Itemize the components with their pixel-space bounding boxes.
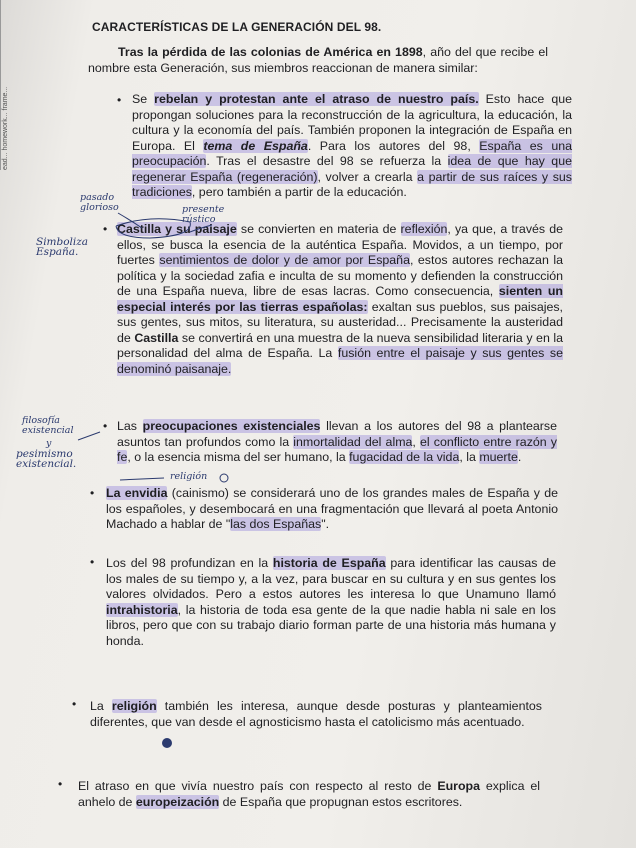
pen-smiley-1: [220, 474, 228, 482]
item-1-highlight: tema de España: [203, 138, 308, 153]
item-3-highlight: muerte: [479, 450, 518, 464]
item-2-text: , ya que, a través de ellos, se busca la esencia de la auténtica España. Movidos, a un tiempo, por fuertes: [117, 222, 563, 267]
binding-margin: ead... homework... frame...: [0, 0, 15, 170]
page-title: CARACTERÍSTICAS DE LA GENERACIÓN DEL 98.: [92, 20, 382, 34]
item-2-highlight: sienten un especial interés por las tierras españolas:: [117, 284, 563, 314]
item-5-highlight: historia de España: [272, 556, 386, 570]
item-2-text: exaltan sus pueblos, sus paisajes, sus gentes, sus mitos, su literatura, su austeridad... Precisamente la austeridad de: [117, 299, 563, 345]
item-3-highlight: inmortalidad del alma: [293, 434, 413, 449]
item-1-highlight: idea de que hay que regenerar España (regeneración): [132, 154, 572, 184]
bullet-6: •: [72, 697, 77, 711]
bullet-5: •: [90, 555, 95, 569]
note-pesimismo-existencial: pesimismo existencial.: [16, 448, 77, 470]
item-1-text: Se: [132, 92, 155, 106]
intro-bold: Tras la pérdida de las colonias de América en 1898: [118, 45, 423, 59]
pen-circle-castilla: [116, 219, 190, 238]
item-5-text: , la historia de toda esa gente de la que nadie habla ni sale en los libros, pero que con su trabajo diario forman parte de una historia más humana y honda.: [106, 602, 556, 648]
item-4-text: ".: [321, 517, 330, 531]
item-1-highlight: a partir de sus raíces y sus tradiciones: [132, 169, 572, 199]
item-5-highlight: intrahistoria: [106, 602, 178, 617]
pen-smiley-2: [162, 738, 172, 748]
item-3-highlight: preocupaciones existenciales: [142, 419, 321, 433]
item-2-highlight: Castilla y su paisaje: [117, 222, 237, 236]
bullet-4: •: [90, 486, 95, 500]
item-2-highlight: reflexión: [400, 222, 448, 236]
item-4-text: (cainismo) se considerará uno de los grandes males de España y de los españoles, y desembocará en una fragmentación que llevará al poeta Antonio Machado a hablar de ": [106, 486, 558, 531]
note-filosofia-existencial: filosofía existencial: [22, 415, 74, 436]
bullet-2: •: [103, 222, 108, 236]
item-3-highlight: fugacidad de la vida: [349, 450, 460, 464]
item-3-text: llevan a los autores del 98 a plantearse asuntos tan profundos como la: [117, 419, 558, 449]
note-religion: religión: [170, 471, 208, 482]
note-presente-rustico: presente rústico: [182, 204, 225, 225]
item-3-text: Las: [117, 419, 143, 433]
item-7-bold: Europa: [437, 779, 480, 793]
bullet-1: •: [117, 93, 122, 107]
item-3-text: ,: [412, 434, 420, 449]
item-3-highlight: el conflicto entre razón y fe: [117, 434, 557, 464]
note-pasado-glorioso: pasado glorioso: [80, 192, 119, 213]
item-3-text: , la: [459, 450, 480, 464]
pen-arrow-presente: [190, 225, 212, 232]
item-7-highlight: europeización: [135, 794, 220, 809]
note-y: y: [46, 438, 52, 449]
item-3-text: .: [517, 450, 522, 464]
item-6-text: La: [90, 699, 112, 713]
bullet-3: •: [103, 419, 108, 433]
item-5-text: Los del 98 profundizan en la: [106, 556, 273, 570]
item-4-highlight: las dos Españas: [230, 517, 322, 531]
note-simboliza-espana: Simboliza España.: [36, 236, 89, 258]
item-1-text: Esto hace que propongan soluciones para la reconstrucción de la agricultura, la educación, la cultura y la economía del país. También proponen la integración de España en Europa. El: [132, 92, 572, 153]
item-5-text: para identificar las causas de los males de su tiempo y, a la vez, para buscar en su cultura y en sus gentes los valores olvidados. Pero a estos autores les interesa lo que Unamuno llamó: [106, 556, 556, 601]
pen-line-religion: [120, 478, 164, 480]
item-2-text: se convertirá en una muestra de la nueva sensibilidad literaria y en la personalidad del alma de España. La: [117, 330, 564, 360]
item-1-text: . Tras el desastre del 98 se refuerza la: [206, 154, 448, 168]
item-6-text: también les interesa, aunque desde posturas y planteamientos diferentes, que van desde el agnosticismo hasta el catolicismo más acentuado.: [90, 699, 542, 729]
item-1-text: , volver a crearla: [317, 169, 418, 184]
item-2-text: se convierten en materia de: [236, 222, 401, 236]
pen-line-existencial: [78, 432, 100, 440]
item-7-text: de España que propugnan estos escritores.: [219, 794, 463, 809]
item-4-highlight: La envidia: [106, 486, 168, 500]
item-6-highlight: religión: [111, 699, 157, 713]
item-2-bold: Castilla: [134, 330, 179, 345]
item-1-highlight: rebelan y protestan ante el atraso de nuestro país.: [154, 92, 479, 106]
item-1-text: . Para los autores del 98,: [307, 138, 480, 153]
item-2-text: , estos autores rechazan la política y la sociedad zafia e inculta de su momento y defienden la construcción de una España nueva, libre de esas lacras. Como consecuencia,: [117, 253, 563, 298]
item-7-text: explica el anhelo de: [78, 779, 540, 809]
item-3-text: , o la esencia misma del ser humano, la: [127, 450, 350, 464]
item-2-highlight: fusión entre el paisaje y sus gentes se denominó paisanaje.: [117, 346, 563, 376]
item-7-text: El atraso en que vivía nuestro país con respecto al resto de: [78, 779, 438, 793]
item-2-highlight: sentimientos de dolor y de amor por España: [159, 253, 410, 267]
item-1-text: , pero también a partir de la educación.: [191, 185, 407, 199]
bullet-7: •: [58, 777, 63, 791]
intro-text: , año del que recibe el nombre esta Generación, sus miembros reaccionan de manera similar:: [88, 45, 548, 75]
item-1-highlight: España es una preocupación: [132, 138, 572, 168]
